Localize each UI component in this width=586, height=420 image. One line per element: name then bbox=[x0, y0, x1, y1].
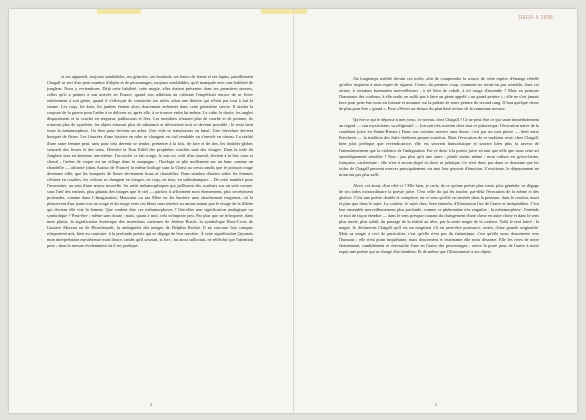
left-page bbox=[9, 9, 293, 413]
left-page-text bbox=[47, 74, 253, 376]
right-page-number: 5 bbox=[435, 402, 437, 407]
paragraph: J'ai longtemps médité devant ces toiles, afin de comprendre la source de cette espèce d'étrange rebelle qu'elles inspirent à mon esprit de rigueur. Certes, du premier coup, comment ne serait-on pas sensible, chez cet artiste, à certaines harmonies merveilleuses ; à tel bleu de cobalt, à tel rouge d'incendie ? Mais en peinture l'harmonie des couleurs, à elle seule, ne suffit pas à faire un génie appelé « un grand peintre » ; elle ne s'est jamais hors pour peut-être nous en fortuné et nommer sur la palette de notre peintre de second rang. Il faut quelque chose de plus pour être « grand ». Pour s'élever au-dessus du plan basé rerisse de la commune mesure. bbox=[339, 76, 539, 112]
right-page-text bbox=[339, 76, 539, 376]
right-page bbox=[294, 9, 578, 413]
paragraph: Alors, cet atout, d'un côté-ci ? Elle bien, je crois, de ce qu'une poésie plus vaste, plus générale, se dégage de ses toiles extraordinaire la poésie juive. C'est celle du qui les touche, par-delà l'évocation de la même et des ghettos. C'est une poésie double et complexe, en ce sens qu'elle est insérée dans la peinture, dans le couleur, aussi et plus que dans le sujet. La couleur, le sujet chez, bien entendu, d'illustration l'un de l'autre et inséparables. C'est leur ensemble merveilleusement plus profonde, comme ce phénomène très singulier : la métamorphose. J'entends ce mot de façon étendue — dans le sens presque courant du changement d'une chose en autre chose et dans le sens plus rareté, plus subtil, du passage de la réalité au rêve, par la seule magie de la couleur. Voilà le mot lancé : la magie. Je déclarerais Chagall qu'il est un magicien s'il est peut-être poursuivi, certes, d'une grande originalité. Mais sa magie a ceci de particulier, c'est qu'elle n'est pas du fantastique, c'est qu'elle nous doucement vers l'humour ; elle n'est point inquiétante, mais doucement et charmante elle nous désarme. Elle les rives de notre étonnement, candidement et chevauche l'une en l'autre des personnages ; ouvre la porte pour de l'autre à notre esprit une poésie qui se charge d'un bonheur. Et de même que l'illusionniste a ses objets bbox=[339, 182, 539, 255]
left-page-number: 4 bbox=[150, 402, 152, 407]
reference-number: DEUX-II 1936 bbox=[518, 15, 553, 21]
paragraph: et ses appareils, toujours semblables, ses grincées, ses boulards, ses bancs de ferme et ses lapins, pareillement Chagall se sert d'un petit nombre d'objets et de personnages, toujours semblables, qu'il manipule avec une habileté de jongleur. Nous y reviendrons. Déjà cette habileté, cette magie, elles étaient présentes dans ses premières œuvres, celles qu'il a peintes à son arrivée en France, quand son adhésion au cubisme l'empêchait encore de se livrer entièrement à son génie, quand il s'efforçait de construire ses toiles selon une théorie qui n'était pas tout à fait la sienne. Les coqs, les ânes, les jambes étaient alors doucement enfermés dans cette géométrie stricte. Il faudra la coupure de la guerre pour l'aider à se délivrer et, après elle, à se trouver enfin lui-même. Le cube, le droite, les angles disparaissent et la couche en seigneur, paillassons et fées. Les membres n'auront plus de courbe et de pomme, ils n'auront plus de squelette, les objets n'auront plus de substance et dévoreront tout ce devenir possible ; le reste tient toute la métamorphose. Un bien peut devenir un arbre. Une vide se transformer en bœuf. Une chevelure devient bouquet de fleurs. Les fiancées d'une histoire en robe se changent en ciel rendable ou s'envole en oiseau. La réalité d'une autre femme peut, sans pour cela devenir se tendre, présenter à la fois, de face et de dos, les doubles-globes sensuels des fesses et des seins. Derrière la Tour Eiffel des prophètes couchés sont des visages. Dans la toile du Jongleur sera en demeure une-même. J'accroche ce fait rouge, le suis vu, volé d'un tournal, devient à la fois veau et chaval ; l'arène de cirque est un village dans la campagne ; l'horloge se plie mollement sur un banc comme un chandelle — affronté (dans Autour de France) la même horloge sans la Christ au creux tandis que le poisson rouge devenant ville, que les bouquets de fleurs deviennent boua et chandelier. Dans nombre d'autres toiles les femmes s'étirent en courbes, les violons se changent en visages, en coqs, en tiers, en saltimbanques… De cette manière pour l'inventaire, au sein d'une œuvre nouvelle, les raids métamorphiques qui jaillissent des couleurs sur un sofa cornue, sous l'œil des enfants, plus gâtants des images que le ciel — parfois il affiorment mon étonnement, plus secrètement profondes, comme dans L'Imagination, Mauvaise ou ma Mère ou les barrière sans attachement exigeants, où le plusouvent d'un jaune tois un rouge et du rouge verts ces bleus sons tendres au moins autant que le visage de la fillette qui devient elle vite la femme. Que veulent dire ces métamorphoses ? Ont-elles une signification analogique ou symbolique ? Peut-être ; même sans doute ; mais, quant à moi, cela m'importe peu. Par plus que ne m'importe, dans mon plaisir, la signification ésotérique des inventions curieuses de Jérôme Bosch, la symbolique Rose-Croix de Gustave Moreau ou de Bloschmoult, lu ambiguïtés des images de Delphin Rachet. Il ne suis-one fois compris n'importent mis, bien au contraire, à la profonde poésie qui se dégage de leur mystère. À cette signification j'ajoutais mon interprétation mystérieuse mais douce, tandis qu'il souriait, si fort ; lui aussi sollicitait, ne réfléchit que l'attention pose ; dans la mesure évidemment où il est poétique. bbox=[47, 74, 253, 249]
paragraph: Qu'est-ce qui le dépasse à mes yeux, ce niveau, chez Chagall ? Ce ne peut être ce qui saute immédiatement au regard — son mysticisme, sa religiosité — (on sait très souvent chez moi ce pittoresque, l'évocation naïve de la condition juive en Sainte-Russie.) Dans son certains œuvres sans doute, c'est par un trou pierre — bien entre Kaschevir — la tradition des Juifs-chrétiens propre toutefois. Mais l'évocation de ce tradition reste, chez Chagall, bien plus poétique que revendicatrice, elle est souvent humoristique et sourire bien plus la saveur de l'attendrissement que la violence de l'indignation. Est-ce donc à la poésie juive en tant que telle que nous cette art sporadiquement sensible ? Non ; pas plus qu'à une autre ; plutôt moins même : mon culture est gréco-latine, française, cartésienne ; elle n'est à aucun degré ni slave ni judaïque. Ce n'est donc pas dans ce domaine que les toiles de Chagall peuvent exercer principalement sur moi leur pouvoir d'émotion. L'exotisme, le dépaysement ne m'auront pas plus suffi. bbox=[339, 117, 539, 177]
book-spread bbox=[9, 9, 577, 413]
